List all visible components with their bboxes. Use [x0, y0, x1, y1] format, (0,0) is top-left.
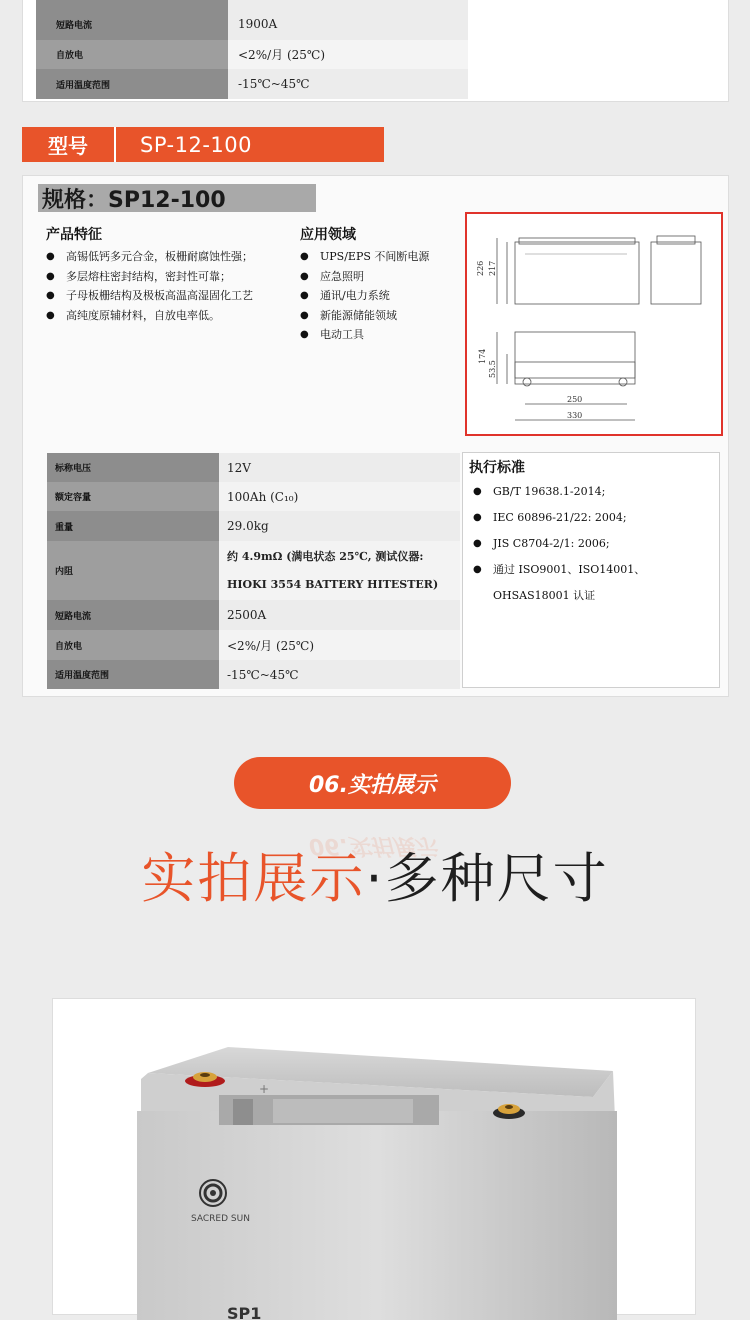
dim-label: 174 — [478, 348, 487, 364]
spec-key: 适用温度范围 — [36, 69, 228, 99]
bullet-icon: ● — [300, 329, 309, 340]
standards-box — [462, 452, 720, 688]
battery-illustration — [53, 999, 697, 1320]
front-view-outline — [515, 242, 639, 304]
section-title: 实拍展示·多种尺寸 — [141, 847, 609, 910]
spec-key: 短路电流 — [36, 8, 228, 40]
list-item: ● 高锡低钙多元合金，板栅耐腐蚀性强； — [46, 247, 282, 267]
table-row — [36, 69, 468, 99]
applications-list — [300, 247, 465, 345]
spec-value: <2%/月 (25℃) — [228, 40, 468, 69]
list-item: ● 电动工具 — [300, 325, 465, 345]
top-view-outline — [515, 332, 635, 378]
spec-key: 自放电 — [36, 40, 228, 69]
table-row — [47, 660, 460, 689]
spec-key: 重量 — [47, 511, 219, 541]
spec-key: 适用温度范围 — [47, 660, 219, 689]
table-row — [47, 630, 460, 660]
spec-key: 短路电流 — [47, 600, 219, 630]
spec-key: 标称电压 — [47, 453, 219, 482]
model-label-partial: SP1 — [227, 1304, 262, 1320]
table-row — [36, 40, 468, 69]
section-badge-reflection: 06.实拍展示 — [309, 833, 436, 858]
table-row — [36, 0, 468, 8]
brand-label: SACRED SUN — [191, 1214, 250, 1224]
model-header — [22, 127, 384, 162]
section-badge: 06.实拍展示 — [234, 757, 511, 809]
bullet-icon: ● — [46, 290, 55, 301]
spec-key: 自放电 — [47, 630, 219, 660]
list-item: ● 新能源储能领域 — [300, 306, 465, 326]
spec-value: 29.0kg — [219, 511, 460, 541]
list-item: ● 多层熔柱密封结构，密封性可靠； — [46, 267, 282, 287]
model-label: 型号 — [22, 127, 116, 162]
spec-value: -15℃~45℃ — [228, 69, 468, 99]
spec-value: 12V — [219, 453, 460, 482]
bullet-icon: ● — [473, 538, 482, 549]
spec-key: 额定容量 — [47, 482, 219, 511]
side-view-outline — [651, 242, 701, 304]
table-row — [47, 482, 460, 511]
battery-photo — [52, 998, 696, 1320]
bullet-icon: ● — [473, 486, 482, 497]
bullet-icon: ● — [473, 512, 482, 523]
bullet-icon: ● — [46, 309, 55, 321]
standards-list — [473, 479, 713, 609]
table-row — [47, 600, 460, 630]
spec-title: 规格：SP12-100 — [38, 184, 316, 212]
sacred-sun-logo-icon — [200, 1180, 226, 1206]
table-row — [47, 453, 460, 482]
bullet-icon: ● — [300, 290, 309, 301]
plus-mark: + — [259, 1082, 270, 1096]
dim-label: 217 — [488, 260, 497, 276]
bullet-icon: ● — [46, 251, 55, 262]
spec-value: <2%/月 (25℃) — [219, 630, 460, 660]
table-row — [47, 511, 460, 541]
list-item: ● 高纯度原辅材料，自放电率低。 — [46, 306, 282, 326]
list-item: ● 应急照明 — [300, 267, 465, 287]
spec-key: 内阻 — [47, 541, 219, 600]
list-item: ● 子母板栅结构及极板高温高湿固化工艺 — [46, 286, 282, 306]
list-item: ● 通过 ISO9001、ISO14001、OHSAS18001 认证 — [473, 557, 713, 609]
spec-value: 100Ah (C₁₀) — [219, 482, 460, 511]
dim-label: 330 — [567, 411, 583, 420]
features-list — [46, 247, 282, 325]
battery-dimension-diagram — [467, 214, 721, 434]
bullet-icon: ● — [300, 309, 309, 321]
spec-value: 1900A — [228, 8, 468, 40]
dim-label: 226 — [476, 260, 485, 276]
bullet-icon: ● — [473, 564, 482, 575]
spec-value: 约 4.9mΩ (满电状态 25℃, 测试仪器: HIOKI 3554 BATTERY HITESTER) — [219, 541, 460, 600]
applications-heading: 应用领域 — [300, 227, 356, 243]
bullet-icon: ● — [46, 270, 55, 282]
bullet-icon: ● — [300, 251, 309, 262]
list-item: ● JIS C8704-2/1: 2006; — [473, 531, 713, 557]
dim-label: 53.5 — [488, 360, 497, 378]
standards-heading: 执行标准 — [469, 460, 525, 476]
dimension-drawing — [465, 212, 723, 436]
dim-label: 250 — [567, 395, 583, 404]
model-value: SP-12-100 — [140, 132, 252, 157]
spec-value: -15℃~45℃ — [219, 660, 460, 689]
features-heading: 产品特征 — [46, 227, 102, 243]
list-item: ● IEC 60896-21/22: 2004; — [473, 505, 713, 531]
list-item: ● 通讯/电力系统 — [300, 286, 465, 306]
bullet-icon: ● — [300, 270, 309, 282]
spec-value: 2500A — [219, 600, 460, 630]
list-item: ● GB/T 19638.1-2014; — [473, 479, 713, 505]
list-item: ● UPS/EPS 不间断电源 — [300, 247, 465, 267]
table-row — [47, 541, 460, 600]
table-row — [36, 8, 468, 40]
